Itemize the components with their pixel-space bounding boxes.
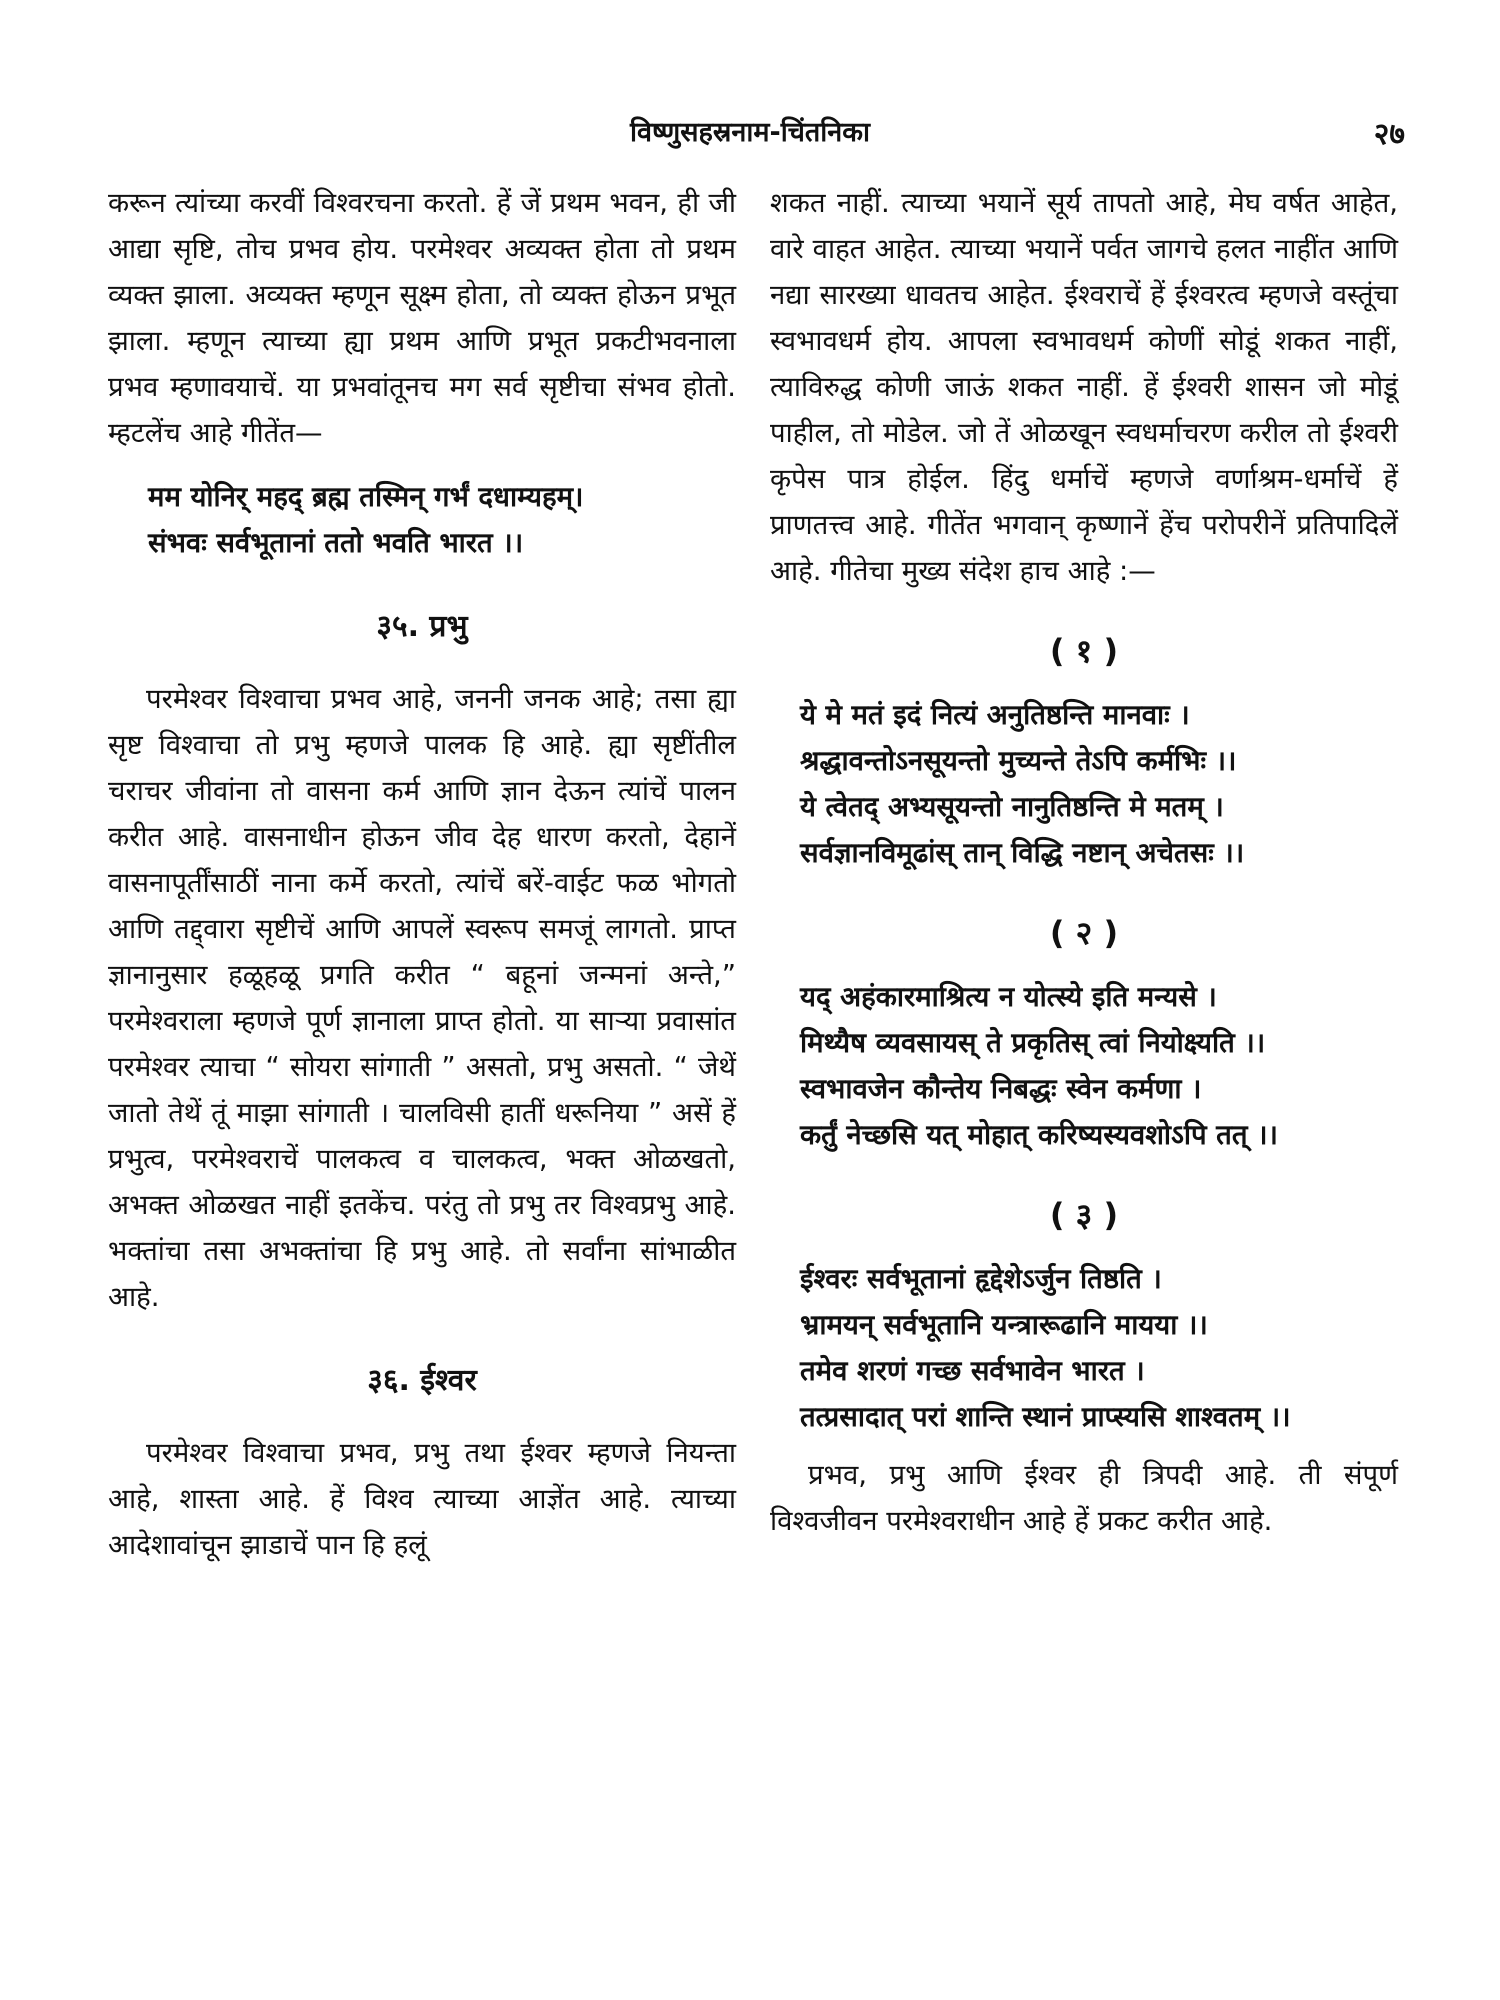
- verse-line: मिथ्यैष व्यवसायस् ते प्रकृतिस् त्वां नियोक्ष्यति ।।: [800, 1027, 1266, 1059]
- section-heading-36: ३६. ईश्वर: [367, 1363, 477, 1398]
- sloka-block-1: [800, 692, 1398, 876]
- left-paragraph-2: परमेश्वर विश्वाचा प्रभव आहे, जननी जनक आहे; तसा ह्या सृष्ट विश्वाचा तो प्रभु म्हणजे पालक हि आहे. ह्या सृष्टींतील चराचर जीवांना तो वासना कर्म आणि ज्ञान देऊन त्यांचें पालन करीत आहे. वासनाधीन होऊन जीव देह धारण करतो, देहानें वासनापूर्तींसाठीं नाना कर्मे करतो, त्यांचें बरें-वाईट फळ भोगतो आणि तद्द्वारा सृष्टीचें आणि आपलें स्वरूप समजूं लागतो. प्राप्त ज्ञानानुसार हळूहळू प्रगति करीत “ बहूनां जन्मनां अन्ते,” परमेश्वराला म्हणजे पूर्ण ज्ञानाला प्राप्त होतो. या साऱ्या प्रवासांत परमेश्वर त्याचा “ सोयरा सांगाती ” असतो, प्रभु असतो. “ जेथें जातो तेथें तूं माझा सांगाती । चालविसी हातीं धरूनिया ” असें हें प्रभुत्व, परमेश्वराचें पालकत्व व चालकत्व, भक्त ओळखतो, अभक्त ओळखत नाहीं इतकेंच. परंतु तो प्रभु तर विश्वप्रभु आहे. भक्तांचा तसा अभक्तांचा हि प्रभु आहे. तो सर्वांना सांभाळीत आहे.: [108, 683, 736, 1313]
- verse-line: श्रद्धावन्तोऽनसूयन्तो मुच्यन्ते तेऽपि कर्मभिः ।।: [800, 745, 1237, 777]
- running-title: विष्णुसहस्रनाम-चिंतनिका: [630, 117, 870, 148]
- sloka-block-2: [800, 974, 1398, 1158]
- sloka-block-3: [800, 1256, 1398, 1440]
- verse-line: यद् अहंकारमाश्रित्य न योत्स्ये इति मन्यसे ।: [800, 981, 1217, 1013]
- verse-line: तमेव शरणं गच्छ सर्वभावेन भारत ।: [800, 1355, 1145, 1387]
- left-paragraph-3: परमेश्वर विश्वाचा प्रभव, प्रभु तथा ईश्वर म्हणजे नियन्ता आहे, शास्ता आहे. हें विश्व त्याच्या आज्ञेंत आहे. त्याच्या आदेशावांचून झाडाचें पान हि हलूं: [108, 1437, 736, 1561]
- verse-block-number-3: ( ३ ): [1049, 1196, 1119, 1234]
- verse-line: कर्तुं नेच्छसि यत् मोहात् करिष्यस्यवशोऽपि तत् ।।: [800, 1119, 1278, 1151]
- verse-line: संभवः सर्वभूतानां ततो भवति भारत ।।: [148, 527, 524, 559]
- verse-line: मम योनिर् महद् ब्रह्म तस्मिन् गर्भं दधाम्यहम्।: [148, 481, 584, 513]
- gita-verse-1: [148, 474, 736, 566]
- right-paragraph-1: शकत नाहीं. त्याच्या भयानें सूर्य तापतो आहे, मेघ वर्षत आहेत, वारे वाहत आहेत. त्याच्या भयानें पर्वत जागचे हलत नाहींत आणि नद्या सारख्या धावतच आहेत. ईश्वराचें हें ईश्वरत्व म्हणजे वस्तूंचा स्वभावधर्म होय. आपला स्वभावधर्म कोणीं सोडूं शकत नाहीं, त्याविरुद्ध कोणी जाऊं शकत नाहीं. हें ईश्वरी शासन जो मोडूं पाहील, तो मोडेल. जो तें ओळखून स्वधर्माचरण करील तो ईश्वरी कृपेस पात्र होईल. हिंदु धर्माचें म्हणजे वर्णाश्रम-धर्माचें हें प्राणतत्त्व आहे. गीतेंत भगवान् कृष्णानें हेंच परोपरीनें प्रतिपादिलें आहे. गीतेचा मुख्य संदेश हाच आहे :—: [770, 187, 1398, 587]
- left-column: [108, 180, 736, 1568]
- verse-line: सर्वज्ञानविमूढांस् तान् विद्धि नष्टान् अचेतसः ।।: [800, 837, 1245, 869]
- verse-block-number-1: ( १ ): [1049, 632, 1119, 670]
- page-number: २७: [1373, 117, 1405, 152]
- verse-line: ये मे मतं इदं नित्यं अनुतिष्ठन्ति मानवाः ।: [800, 699, 1190, 731]
- closing-paragraph: प्रभव, प्रभु आणि ईश्वर ही त्रिपदी आहे. ती संपूर्ण विश्वजीवन परमेश्वराधीन आहे हें प्रकट करीत आहे.: [770, 1459, 1398, 1537]
- verse-line: तत्प्रसादात् परां शान्ति स्थानं प्राप्स्यसि शाश्वतम् ।।: [800, 1401, 1291, 1433]
- verse-block-number-2: ( २ ): [1049, 914, 1119, 952]
- verse-line: ये त्वेतद् अभ्यसूयन्तो नानुतिष्ठन्ति मे मतम् ।: [800, 791, 1224, 823]
- right-column: [770, 180, 1398, 1544]
- left-paragraph-1: करून त्यांच्या करवीं विश्वरचना करतो. हें जें प्रथम भवन, ही जी आद्या सृष्टि, तोच प्रभव होय. परमेश्वर अव्यक्त होता तो प्रथम व्यक्त झाला. अव्यक्त म्हणून सूक्ष्म होता, तो व्यक्त होऊन प्रभूत झाला. म्हणून त्याच्या ह्या प्रथम आणि प्रभूत प्रकटीभवनाला प्रभव म्हणावयाचें. या प्रभवांतूनच मग सर्व सृष्टीचा संभव होतो. म्हटलेंच आहे गीतेंत—: [108, 187, 736, 449]
- verse-line: भ्रामयन् सर्वभूतानि यन्त्रारूढानि मायया ।।: [800, 1309, 1208, 1341]
- page-header: [0, 112, 1500, 162]
- verse-line: ईश्वरः सर्वभूतानां हृद्देशेऽर्जुन तिष्ठति ।: [800, 1263, 1162, 1295]
- verse-line: स्वभावजेन कौन्तेय निबद्धः स्वेन कर्मणा ।: [800, 1073, 1202, 1105]
- section-heading-35: ३५. प्रभु: [376, 609, 468, 644]
